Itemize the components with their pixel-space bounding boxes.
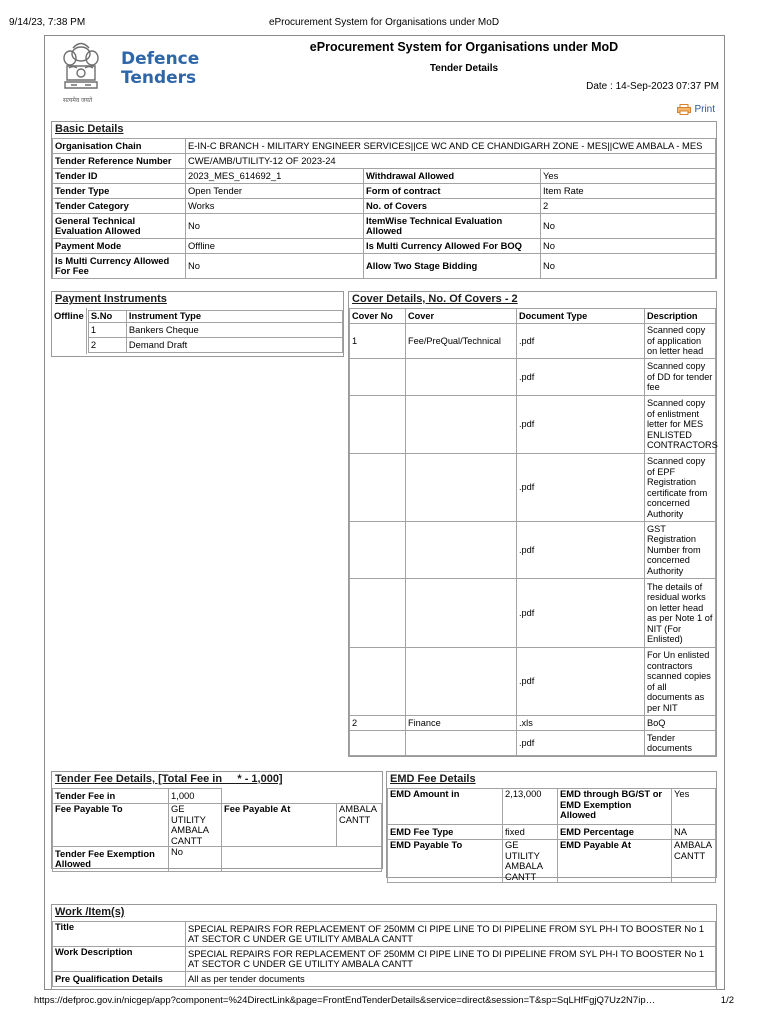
- basic-details-section: [51, 121, 717, 279]
- defence-tenders-logo[interactable]: [121, 50, 199, 88]
- basic-value: Open Tender: [186, 184, 364, 199]
- fee-payable-at-value: AMBALA CANTT: [337, 804, 382, 847]
- basic-value: No: [186, 214, 364, 239]
- basic-label: ItemWise Technical Evaluation Allowed: [364, 214, 541, 239]
- cover-name: Fee/PreQual/Technical: [406, 324, 517, 359]
- logo-line-2: Tenders: [121, 68, 197, 88]
- empty-cell: [222, 789, 382, 804]
- payment-mode: Offline: [52, 308, 87, 354]
- emd-fee-heading: EMD Fee Details: [390, 773, 476, 785]
- table-row: [350, 579, 716, 648]
- work-items-heading: Work /Item(s): [55, 906, 125, 918]
- cover-name: [406, 454, 517, 522]
- basic-label: Form of contract: [364, 184, 541, 199]
- print-url: https://defproc.gov.in/nicgep/app?component=%24DirectLink&page=FrontEndTenderDetails&service=direct&session=T&sp=SqLHfFgjQ7Uz2N7ip…: [34, 995, 656, 1006]
- print-label: Print: [694, 104, 715, 115]
- table-row: [350, 359, 716, 396]
- basic-label: Tender ID: [53, 169, 186, 184]
- cover-description: Scanned copy of EPF Registration certificate from concerned Authority: [645, 454, 716, 522]
- table-row: [53, 214, 716, 239]
- cover-description: The details of residual works on letter head as per Note 1 of NIT (For Enlisted): [645, 579, 716, 648]
- cover-no: 1: [350, 324, 406, 359]
- table-row: [350, 731, 716, 756]
- table-row: [53, 972, 716, 987]
- col-sno: S.No: [88, 311, 126, 323]
- basic-value: Yes: [541, 169, 716, 184]
- site-title: eProcurement System for Organisations under MoD: [309, 40, 619, 54]
- document-type: .pdf: [517, 454, 645, 522]
- prequal-value: All as per tender documents: [186, 972, 716, 987]
- basic-value: No: [186, 254, 364, 279]
- emd-fee-table: [387, 788, 716, 883]
- instrument-type: Demand Draft: [126, 338, 342, 353]
- col-cover: Cover: [406, 309, 517, 324]
- cover-name: Finance: [406, 716, 517, 731]
- logo-line-1: Defence: [121, 49, 200, 69]
- table-row: [53, 239, 716, 254]
- emd-payable-to-label: EMD Payable To: [388, 840, 503, 883]
- cover-details-table: [349, 308, 716, 756]
- basic-label: General Technical Evaluation Allowed: [53, 214, 186, 239]
- emd-fee-type-value: fixed: [503, 825, 558, 840]
- tender-fee-label: Tender Fee in: [53, 789, 169, 804]
- basic-label: Tender Category: [53, 199, 186, 214]
- table-row: [350, 454, 716, 522]
- table-row: [88, 323, 342, 338]
- cover-no: [350, 648, 406, 716]
- cover-description: Scanned copy of application on letter head: [645, 324, 716, 359]
- basic-label: Is Multi Currency Allowed For Fee: [53, 254, 186, 279]
- cover-name: [406, 396, 517, 454]
- table-row: [53, 169, 716, 184]
- basic-value: No: [541, 239, 716, 254]
- table-row: [350, 396, 716, 454]
- work-items-table: [52, 921, 716, 987]
- report-date: Date : 14-Sep-2023 07:37 PM: [586, 81, 719, 92]
- col-instrument-type: Instrument Type: [126, 311, 342, 323]
- basic-value: No: [541, 214, 716, 239]
- table-row: [388, 825, 716, 840]
- cover-description: For Un enlisted contractors scanned copies of all documents as per NIT: [645, 648, 716, 716]
- cover-no: [350, 731, 406, 756]
- tender-fee-heading: Tender Fee Details, [Total Fee in * - 1,000]: [55, 773, 283, 785]
- emblem-motto: सत्यमेव जयते: [63, 98, 93, 104]
- tender-ref-value: CWE/AMB/UTILITY-12 OF 2023-24: [186, 154, 716, 169]
- tender-fee-section: [51, 771, 383, 869]
- table-row: [53, 947, 716, 972]
- document-type: .pdf: [517, 648, 645, 716]
- emd-amount-value: 2,13,000: [503, 789, 558, 825]
- work-description-label: Work Description: [53, 947, 186, 972]
- table-row: [53, 847, 382, 872]
- instrument-table: [88, 310, 343, 353]
- basic-value: No: [541, 254, 716, 279]
- print-datetime: 9/14/23, 7:38 PM: [9, 17, 86, 28]
- instrument-type: Bankers Cheque: [126, 323, 342, 338]
- basic-value: Item Rate: [541, 184, 716, 199]
- document-type: .pdf: [517, 522, 645, 579]
- basic-value: 2023_MES_614692_1: [186, 169, 364, 184]
- tender-fee-table: [52, 788, 382, 872]
- basic-value: 2: [541, 199, 716, 214]
- print-page-number: 1/2: [720, 995, 734, 1006]
- basic-value: Offline: [186, 239, 364, 254]
- document-type: .xls: [517, 716, 645, 731]
- cover-details-section: [348, 291, 717, 757]
- org-chain-value: E-IN-C BRANCH - MILITARY ENGINEER SERVICES||CE WC AND CE CHANDIGARH ZONE - MES||CWE AMBALA - MES: [186, 139, 716, 154]
- cover-no: [350, 522, 406, 579]
- print-button[interactable]: [677, 104, 715, 115]
- emd-percentage-value: NA: [672, 825, 716, 840]
- fee-payable-to-label: Fee Payable To: [53, 804, 169, 847]
- emd-payable-to-value: GE UTILITY AMBALA CANTT: [503, 840, 558, 883]
- cover-name: [406, 522, 517, 579]
- table-row: [53, 254, 716, 279]
- document-type: .pdf: [517, 359, 645, 396]
- basic-label: Is Multi Currency Allowed For BOQ: [364, 239, 541, 254]
- payment-instruments-section: [51, 291, 344, 357]
- table-row: [388, 840, 716, 883]
- table-header-row: [350, 309, 716, 324]
- prequal-label: Pre Qualification Details: [53, 972, 186, 987]
- cover-description: Scanned copy of enlistment letter for MES ENLISTED CONTRACTORS: [645, 396, 716, 454]
- table-header-row: [88, 311, 342, 323]
- basic-label: Tender Type: [53, 184, 186, 199]
- table-row: [53, 154, 716, 169]
- work-title-label: Title: [53, 922, 186, 947]
- table-row: [53, 804, 382, 847]
- col-cover-no: Cover No: [350, 309, 406, 324]
- document-type: .pdf: [517, 324, 645, 359]
- emd-payable-at-value: AMBALA CANTT: [672, 840, 716, 883]
- table-row: [53, 922, 716, 947]
- basic-label: Allow Two Stage Bidding: [364, 254, 541, 279]
- cover-description: Tender documents: [645, 731, 716, 756]
- cover-description: BoQ: [645, 716, 716, 731]
- document-type: .pdf: [517, 731, 645, 756]
- work-description-value: SPECIAL REPAIRS FOR REPLACEMENT OF 250MM CI PIPE LINE TO DI PIPELINE FROM SYL PH-I TO BOOSTER No 1 AT SECTOR C UNDER GE UTILITY AMBALA CANTT: [186, 947, 716, 972]
- cover-name: [406, 579, 517, 648]
- col-document-type: Document Type: [517, 309, 645, 324]
- org-chain-label: Organisation Chain: [53, 139, 186, 154]
- cover-description: Scanned copy of DD for tender fee: [645, 359, 716, 396]
- cover-name: [406, 648, 517, 716]
- work-items-section: [51, 904, 717, 990]
- fee-exemption-label: Tender Fee Exemption Allowed: [53, 847, 169, 872]
- emd-percentage-label: EMD Percentage: [558, 825, 672, 840]
- basic-label: Payment Mode: [53, 239, 186, 254]
- fee-payable-to-value: GE UTILITY AMBALA CANTT: [169, 804, 222, 847]
- table-row: [350, 522, 716, 579]
- empty-cell: [222, 847, 382, 872]
- table-row: [350, 324, 716, 359]
- emd-payable-at-label: EMD Payable At: [558, 840, 672, 883]
- col-description: Description: [645, 309, 716, 324]
- cover-no: 2: [350, 716, 406, 731]
- document-type: .pdf: [517, 579, 645, 648]
- printer-icon: [677, 104, 691, 115]
- tender-fee-value: 1,000: [169, 789, 222, 804]
- cover-details-heading: Cover Details, No. Of Covers - 2: [352, 293, 518, 305]
- table-row: [53, 184, 716, 199]
- tender-ref-label: Tender Reference Number: [53, 154, 186, 169]
- table-row: [388, 789, 716, 825]
- basic-details-heading: Basic Details: [55, 123, 124, 135]
- cover-no: [350, 396, 406, 454]
- table-row: [53, 789, 382, 804]
- fee-payable-at-label: Fee Payable At: [222, 804, 337, 847]
- basic-value: Works: [186, 199, 364, 214]
- basic-label: Withdrawal Allowed: [364, 169, 541, 184]
- basic-details-table: [52, 138, 716, 279]
- emd-amount-label: EMD Amount in: [388, 789, 503, 825]
- instrument-sno: 2: [88, 338, 126, 353]
- table-row: [350, 716, 716, 731]
- cover-name: [406, 359, 517, 396]
- cover-no: [350, 454, 406, 522]
- emd-bg-value: Yes: [672, 789, 716, 825]
- basic-label: No. of Covers: [364, 199, 541, 214]
- table-row: [53, 139, 716, 154]
- payment-instruments-heading: Payment Instruments: [55, 293, 167, 305]
- instrument-sno: 1: [88, 323, 126, 338]
- document-type: .pdf: [517, 396, 645, 454]
- emd-fee-section: [386, 771, 717, 882]
- cover-no: [350, 579, 406, 648]
- fee-exemption-value: No: [169, 847, 222, 872]
- print-page-title: eProcurement System for Organisations under MoD: [268, 17, 500, 28]
- cover-no: [350, 359, 406, 396]
- cover-name: [406, 731, 517, 756]
- cover-description: GST Registration Number from concerned Authority: [645, 522, 716, 579]
- page-title: Tender Details: [429, 63, 499, 74]
- table-row: [53, 199, 716, 214]
- emd-fee-type-label: EMD Fee Type: [388, 825, 503, 840]
- table-row: [350, 648, 716, 716]
- emd-bg-label: EMD through BG/ST or EMD Exemption Allowed: [558, 789, 672, 825]
- work-title-value: SPECIAL REPAIRS FOR REPLACEMENT OF 250MM CI PIPE LINE TO DI PIPELINE FROM SYL PH-I TO BOOSTER No 1 AT SECTOR C UNDER GE UTILITY AMBALA CANTT: [186, 922, 716, 947]
- table-row: [88, 338, 342, 353]
- national-emblem-icon: [57, 38, 105, 98]
